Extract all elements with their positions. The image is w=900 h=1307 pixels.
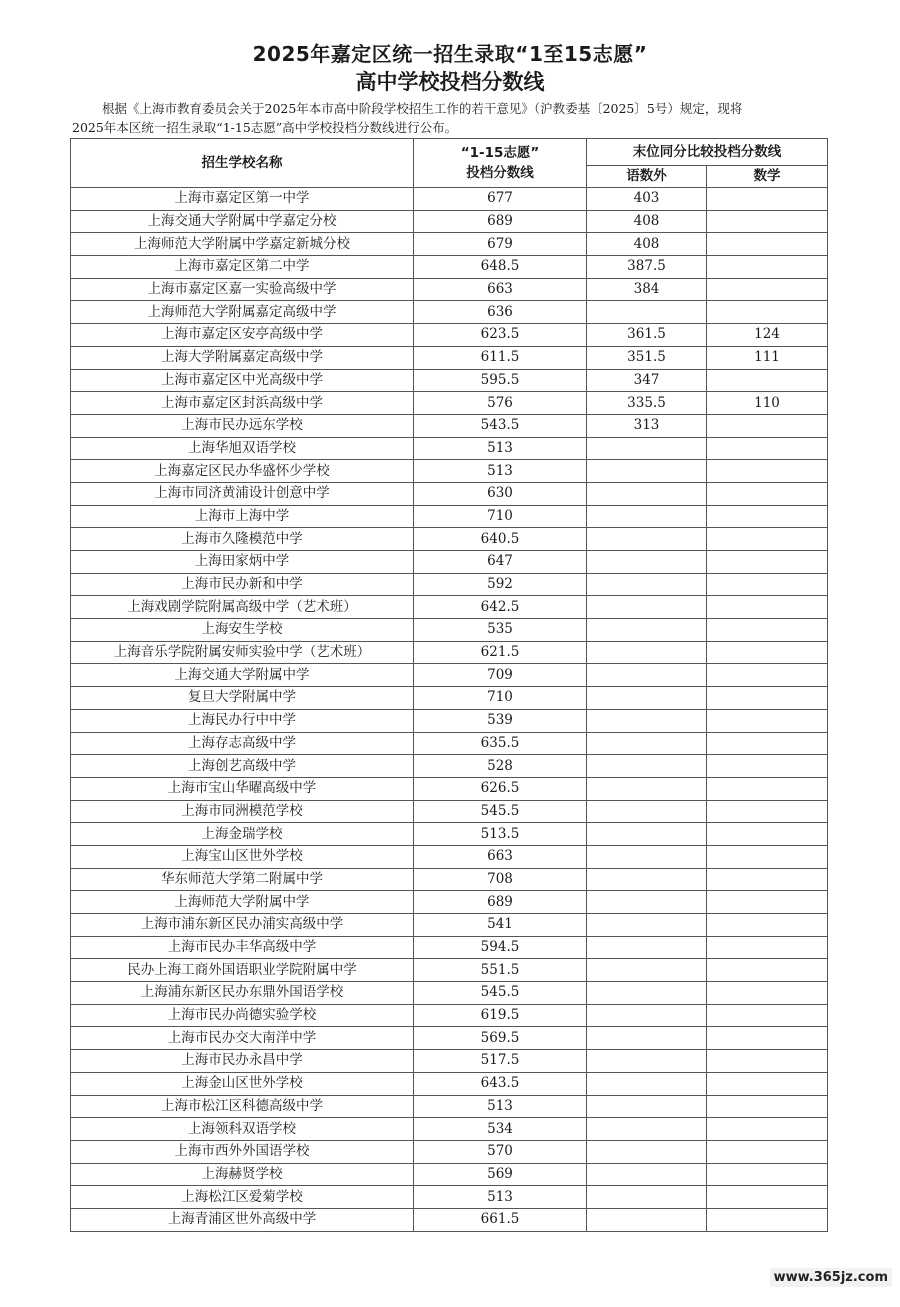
math-score-cell	[707, 845, 828, 868]
school-name-cell: 上海市民办丰华高级中学	[71, 936, 414, 959]
school-name-cell: 上海市民办远东学校	[71, 414, 414, 437]
math-score-cell	[707, 301, 828, 324]
score-cell: 545.5	[414, 800, 587, 823]
table-row	[71, 1004, 828, 1027]
school-name-cell: 上海市嘉定区封浜高级中学	[71, 392, 414, 415]
cmf-score-cell	[587, 732, 707, 755]
school-name-cell: 上海师范大学附属中学	[71, 891, 414, 914]
table-row	[71, 596, 828, 619]
math-score-cell	[707, 959, 828, 982]
score-cell: 710	[414, 505, 587, 528]
table-body	[71, 188, 828, 1232]
score-cell: 663	[414, 845, 587, 868]
school-name-cell: 上海市嘉定区安亭高级中学	[71, 324, 414, 347]
score-cell: 539	[414, 709, 587, 732]
math-score-cell	[707, 278, 828, 301]
table-row	[71, 573, 828, 596]
table-row	[71, 437, 828, 460]
table-row	[71, 732, 828, 755]
math-score-cell	[707, 528, 828, 551]
cmf-score-cell	[587, 528, 707, 551]
school-name-cell: 上海市浦东新区民办浦实高级中学	[71, 914, 414, 937]
table-row	[71, 982, 828, 1005]
school-name-cell: 上海田家炳中学	[71, 551, 414, 574]
math-score-cell	[707, 664, 828, 687]
table-row	[71, 936, 828, 959]
school-name-cell: 上海市久隆模范中学	[71, 528, 414, 551]
school-name-cell: 上海交通大学附属中学嘉定分校	[71, 210, 414, 233]
math-score-cell	[707, 936, 828, 959]
table-row	[71, 188, 828, 211]
school-name-cell: 上海市嘉定区第一中学	[71, 188, 414, 211]
math-score-cell	[707, 755, 828, 778]
score-cell: 677	[414, 188, 587, 211]
school-name-cell: 上海市同洲模范学校	[71, 800, 414, 823]
math-score-cell	[707, 414, 828, 437]
school-name-cell: 上海大学附属嘉定高级中学	[71, 346, 414, 369]
math-score-cell	[707, 233, 828, 256]
header-math: 数学	[707, 166, 828, 188]
cmf-score-cell	[587, 1072, 707, 1095]
cmf-score-cell	[587, 868, 707, 891]
school-name-cell: 上海青浦区世外高级中学	[71, 1208, 414, 1231]
score-cell: 513.5	[414, 823, 587, 846]
cmf-score-cell	[587, 982, 707, 1005]
math-score-cell	[707, 551, 828, 574]
math-score-cell	[707, 505, 828, 528]
school-name-cell: 上海市上海中学	[71, 505, 414, 528]
math-score-cell: 111	[707, 346, 828, 369]
math-score-cell: 124	[707, 324, 828, 347]
school-name-cell: 上海市民办尚德实验学校	[71, 1004, 414, 1027]
intro-paragraph	[72, 99, 832, 137]
header-score-line1: “1-15志愿”	[460, 145, 540, 161]
document-title: 2025年嘉定区统一招生录取“1至15志愿”	[252, 42, 648, 66]
table-row	[71, 551, 828, 574]
table-row	[71, 324, 828, 347]
table-row	[71, 619, 828, 642]
school-name-cell: 上海交通大学附属中学	[71, 664, 414, 687]
score-cell: 513	[414, 437, 587, 460]
school-name-cell: 上海市民办新和中学	[71, 573, 414, 596]
header-school-name: 招生学校名称	[71, 139, 414, 188]
score-cell: 551.5	[414, 959, 587, 982]
math-score-cell	[707, 1208, 828, 1231]
score-cell: 611.5	[414, 346, 587, 369]
school-name-cell: 上海戏剧学院附属高级中学（艺术班）	[71, 596, 414, 619]
score-cell: 708	[414, 868, 587, 891]
table-row	[71, 1050, 828, 1073]
table-row	[71, 868, 828, 891]
cmf-score-cell	[587, 1050, 707, 1073]
math-score-cell	[707, 914, 828, 937]
score-cell: 569	[414, 1163, 587, 1186]
table-row	[71, 891, 828, 914]
site-watermark: www.365jz.com	[770, 1268, 892, 1287]
table-row	[71, 1095, 828, 1118]
table-row	[71, 959, 828, 982]
table-row	[71, 1072, 828, 1095]
table-row	[71, 392, 828, 415]
school-name-cell: 上海市民办交大南洋中学	[71, 1027, 414, 1050]
school-name-cell: 上海华旭双语学校	[71, 437, 414, 460]
cmf-score-cell: 408	[587, 233, 707, 256]
table-row	[71, 256, 828, 279]
score-cell: 570	[414, 1140, 587, 1163]
school-name-cell: 上海师范大学附属中学嘉定新城分校	[71, 233, 414, 256]
table-row	[71, 460, 828, 483]
math-score-cell	[707, 369, 828, 392]
table-row	[71, 641, 828, 664]
cmf-score-cell: 387.5	[587, 256, 707, 279]
math-score-cell	[707, 1163, 828, 1186]
cmf-score-cell	[587, 709, 707, 732]
math-score-cell	[707, 1027, 828, 1050]
cmf-score-cell	[587, 823, 707, 846]
math-score-cell	[707, 256, 828, 279]
school-name-cell: 上海市松江区科德高级中学	[71, 1095, 414, 1118]
cmf-score-cell	[587, 959, 707, 982]
cmf-score-cell	[587, 437, 707, 460]
cmf-score-cell	[587, 460, 707, 483]
table-row	[71, 1186, 828, 1209]
table-row	[71, 687, 828, 710]
score-cell: 595.5	[414, 369, 587, 392]
cmf-score-cell	[587, 891, 707, 914]
cmf-score-cell	[587, 1208, 707, 1231]
score-cell: 621.5	[414, 641, 587, 664]
school-name-cell: 上海市民办永昌中学	[71, 1050, 414, 1073]
cmf-score-cell	[587, 1095, 707, 1118]
school-name-cell: 上海创艺高级中学	[71, 755, 414, 778]
score-cell: 541	[414, 914, 587, 937]
cmf-score-cell: 403	[587, 188, 707, 211]
school-name-cell: 上海浦东新区民办东鼎外国语学校	[71, 982, 414, 1005]
cmf-score-cell	[587, 301, 707, 324]
table-row	[71, 278, 828, 301]
intro-line-1: 根据《上海市教育委员会关于2025年本市高中阶段学校招生工作的若干意见》（沪教委基〔2025〕5号）规定，现将	[102, 101, 743, 116]
cmf-score-cell	[587, 619, 707, 642]
math-score-cell	[707, 1095, 828, 1118]
school-name-cell: 复旦大学附属中学	[71, 687, 414, 710]
table-row	[71, 777, 828, 800]
math-score-cell	[707, 1140, 828, 1163]
math-score-cell	[707, 982, 828, 1005]
score-cell: 543.5	[414, 414, 587, 437]
score-cell: 545.5	[414, 982, 587, 1005]
table-row	[71, 823, 828, 846]
score-cell: 679	[414, 233, 587, 256]
table-row	[71, 528, 828, 551]
score-cell: 710	[414, 687, 587, 710]
school-name-cell: 上海市同济黄浦设计创意中学	[71, 482, 414, 505]
cmf-score-cell: 347	[587, 369, 707, 392]
math-score-cell	[707, 687, 828, 710]
cmf-score-cell: 313	[587, 414, 707, 437]
cmf-score-cell: 384	[587, 278, 707, 301]
math-score-cell	[707, 188, 828, 211]
score-cell: 592	[414, 573, 587, 596]
cmf-score-cell	[587, 1004, 707, 1027]
score-cell: 640.5	[414, 528, 587, 551]
header-chinese-math-english: 语数外	[587, 166, 707, 188]
score-cell: 513	[414, 1186, 587, 1209]
score-table	[70, 138, 828, 1232]
cmf-score-cell	[587, 936, 707, 959]
school-name-cell: 上海师范大学附属嘉定高级中学	[71, 301, 414, 324]
math-score-cell: 110	[707, 392, 828, 415]
cmf-score-cell	[587, 641, 707, 664]
header-tie-break-group: 末位同分比较投档分数线	[587, 139, 828, 166]
school-name-cell: 上海领科双语学校	[71, 1118, 414, 1141]
school-name-cell: 上海金瑞学校	[71, 823, 414, 846]
table-row	[71, 1027, 828, 1050]
table-row	[71, 914, 828, 937]
math-score-cell	[707, 210, 828, 233]
math-score-cell	[707, 1186, 828, 1209]
document-subtitle: 高中学校投档分数线	[355, 70, 545, 94]
cmf-score-cell	[587, 596, 707, 619]
school-name-cell: 华东师范大学第二附属中学	[71, 868, 414, 891]
school-name-cell: 上海嘉定区民办华盛怀少学校	[71, 460, 414, 483]
school-name-cell: 上海赫贤学校	[71, 1163, 414, 1186]
cmf-score-cell	[587, 573, 707, 596]
math-score-cell	[707, 823, 828, 846]
math-score-cell	[707, 437, 828, 460]
table-row	[71, 482, 828, 505]
table-row	[71, 1208, 828, 1231]
math-score-cell	[707, 709, 828, 732]
math-score-cell	[707, 596, 828, 619]
cmf-score-cell	[587, 800, 707, 823]
table-row	[71, 505, 828, 528]
score-cell: 635.5	[414, 732, 587, 755]
school-name-cell: 上海安生学校	[71, 619, 414, 642]
cmf-score-cell	[587, 664, 707, 687]
table-row	[71, 369, 828, 392]
header-score-line2: 投档分数线	[466, 165, 534, 181]
cmf-score-cell	[587, 845, 707, 868]
cmf-score-cell: 408	[587, 210, 707, 233]
math-score-cell	[707, 732, 828, 755]
cmf-score-cell	[587, 1118, 707, 1141]
table-row	[71, 664, 828, 687]
cmf-score-cell: 361.5	[587, 324, 707, 347]
cmf-score-cell	[587, 1027, 707, 1050]
score-cell: 630	[414, 482, 587, 505]
score-cell: 569.5	[414, 1027, 587, 1050]
header-score	[414, 139, 587, 188]
score-cell: 626.5	[414, 777, 587, 800]
table-row	[71, 1118, 828, 1141]
cmf-score-cell	[587, 1186, 707, 1209]
cmf-score-cell	[587, 777, 707, 800]
school-name-cell: 上海市宝山华曜高级中学	[71, 777, 414, 800]
math-score-cell	[707, 777, 828, 800]
cmf-score-cell: 351.5	[587, 346, 707, 369]
table-row	[71, 755, 828, 778]
math-score-cell	[707, 800, 828, 823]
math-score-cell	[707, 641, 828, 664]
math-score-cell	[707, 619, 828, 642]
score-cell: 689	[414, 210, 587, 233]
cmf-score-cell	[587, 687, 707, 710]
school-name-cell: 上海民办行中中学	[71, 709, 414, 732]
math-score-cell	[707, 1118, 828, 1141]
school-name-cell: 上海市西外外国语学校	[71, 1140, 414, 1163]
score-cell: 689	[414, 891, 587, 914]
score-cell: 576	[414, 392, 587, 415]
cmf-score-cell	[587, 551, 707, 574]
score-cell: 643.5	[414, 1072, 587, 1095]
math-score-cell	[707, 573, 828, 596]
math-score-cell	[707, 482, 828, 505]
score-cell: 709	[414, 664, 587, 687]
intro-line-2: 2025年本区统一招生录取“1-15志愿”高中学校投档分数线进行公布。	[72, 120, 458, 135]
school-name-cell: 民办上海工商外国语职业学院附属中学	[71, 959, 414, 982]
table-row	[71, 1163, 828, 1186]
school-name-cell: 上海金山区世外学校	[71, 1072, 414, 1095]
math-score-cell	[707, 1072, 828, 1095]
school-name-cell: 上海市嘉定区嘉一实验高级中学	[71, 278, 414, 301]
school-name-cell: 上海松江区爱菊学校	[71, 1186, 414, 1209]
math-score-cell	[707, 1050, 828, 1073]
cmf-score-cell	[587, 482, 707, 505]
school-name-cell: 上海音乐学院附属安师实验中学（艺术班）	[71, 641, 414, 664]
cmf-score-cell	[587, 914, 707, 937]
math-score-cell	[707, 868, 828, 891]
table-row	[71, 800, 828, 823]
math-score-cell	[707, 1004, 828, 1027]
school-name-cell: 上海宝山区世外学校	[71, 845, 414, 868]
math-score-cell	[707, 460, 828, 483]
table-row	[71, 233, 828, 256]
cmf-score-cell: 335.5	[587, 392, 707, 415]
score-cell: 623.5	[414, 324, 587, 347]
cmf-score-cell	[587, 1140, 707, 1163]
cmf-score-cell	[587, 755, 707, 778]
table-row	[71, 414, 828, 437]
score-cell: 528	[414, 755, 587, 778]
school-name-cell: 上海市嘉定区第二中学	[71, 256, 414, 279]
cmf-score-cell	[587, 1163, 707, 1186]
score-cell: 594.5	[414, 936, 587, 959]
score-cell: 513	[414, 460, 587, 483]
table-row	[71, 845, 828, 868]
table-row	[71, 1140, 828, 1163]
score-cell: 648.5	[414, 256, 587, 279]
score-cell: 517.5	[414, 1050, 587, 1073]
school-name-cell: 上海存志高级中学	[71, 732, 414, 755]
math-score-cell	[707, 891, 828, 914]
score-cell: 663	[414, 278, 587, 301]
table-row	[71, 346, 828, 369]
score-cell: 513	[414, 1095, 587, 1118]
score-cell: 647	[414, 551, 587, 574]
school-name-cell: 上海市嘉定区中光高级中学	[71, 369, 414, 392]
table-row	[71, 301, 828, 324]
score-cell: 642.5	[414, 596, 587, 619]
score-cell: 535	[414, 619, 587, 642]
table-row	[71, 210, 828, 233]
score-cell: 619.5	[414, 1004, 587, 1027]
cmf-score-cell	[587, 505, 707, 528]
table-row	[71, 709, 828, 732]
score-cell: 534	[414, 1118, 587, 1141]
score-cell: 636	[414, 301, 587, 324]
score-cell: 661.5	[414, 1208, 587, 1231]
